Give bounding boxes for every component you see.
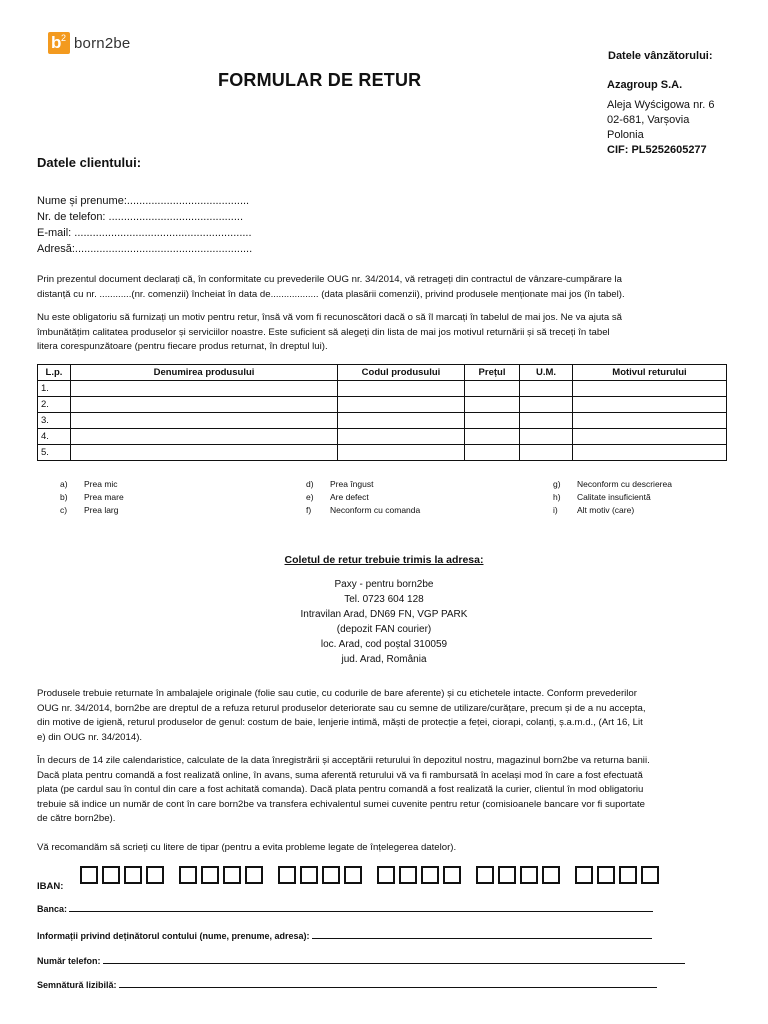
phone-number-field[interactable]: Număr telefon: [37, 956, 685, 966]
iban-box[interactable] [575, 866, 593, 884]
conditions-paragraph-2: În decurs de 14 zile calendaristice, calculate de la data înregistrării și acceptării returului în depozitul nostru, magazinul born2be va returna banii. Dacă plata pentru comandă a fost realizată online, în avans, suma aferentă returului vă va fi rambursată în același mod în care a fost efectuată plata (pe cardul sau în contul din care a fost achitată comanda). Dacă plata pentru comandă a fost realizată la curier, clientul în mod obligatoriu trebuie să indice un număr de cont în care born2be va transfera echivalentul sumei cuvenite pentru retur (comisioanele bancare vor fi suportate de către born2be). [37, 755, 650, 824]
iban-box[interactable] [245, 866, 263, 884]
table-row[interactable]: 4. [38, 429, 727, 445]
seller-company: Azagroup S.A. [607, 79, 683, 91]
iban-box[interactable] [344, 866, 362, 884]
shipping-address: Paxy - pentru born2be Tel. 0723 604 128 Intravilan Arad, DN69 FN, VGP PARK (depozit FAN courier) loc. Arad, cod poștal 310059 jud. Arad, România [300, 579, 468, 665]
iban-box[interactable] [597, 866, 615, 884]
form-title: FORMULAR DE RETUR [218, 70, 422, 90]
iban-box[interactable] [520, 866, 538, 884]
col-lp: L.p. [38, 365, 71, 381]
logo-mark: b 2 [48, 32, 70, 54]
iban-box[interactable] [201, 866, 219, 884]
iban-box[interactable] [542, 866, 560, 884]
iban-box[interactable] [278, 866, 296, 884]
reason-paragraph: Nu este obligatoriu să furnizați un motiv pentru retur, însă vă vom fi recunoscători dacă o să îl marcați în tabelul de mai jos. Ne va ajuta să îmbunătățim calitatea produselor și serviciilor noastre. Este suficient să alegeți din lista de mai jos motivul returnării și să treceți în tabel litera corespunzătoare (pentru fiecare produs returnat, în dreptul lui). [37, 312, 622, 352]
table-row[interactable]: 1. [38, 381, 727, 397]
iban-boxes[interactable] [80, 866, 659, 884]
reasons-column-2: d) Prea îngust e) Are defect f) Neconform cu comanda [306, 479, 421, 515]
print-advice: Vă recomandăm să scrieți cu litere de tipar (pentru a evita probleme legate de înțelegerea datelor). [37, 842, 457, 853]
table-row[interactable]: 3. [38, 413, 727, 429]
reasons-column-1: a) Prea mic b) Prea mare c) Prea larg [60, 479, 124, 515]
conditions-paragraph-1: Produsele trebuie returnate în ambalajele originale (folie sau cutie, cu codurile de bare aferente) și cu etichetele intacte. Conform prevederilor OUG nr. 34/2014, born2be are dreptul de a refuza returul produselor deteriorate sau cu semne de utilizare/curățare, precum și de a nu accepta, din motive de igienă, returul produselor de genul: costum de baie, lenjerie intimă, măști de protecție a feței, ciorapi, colanți, ș.a.m.d., (Art 16, Lit e) din OUG nr. 34/2014). [37, 688, 646, 743]
seller-address-line: 02-681, Varșovia [607, 114, 690, 126]
declaration-paragraph: Prin prezentul document declarați că, în conformitate cu prevederile OUG nr. 34/2014, vă retrageți din contractul de vânzare-cumpărare la distanță cu nr. ............(nr. comenzii) încheiat în data de.................. (data plasării comenzii), privind produsele menționate mai jos (în tabel). [37, 274, 625, 300]
account-holder-field[interactable]: Informații privind deținătorul contului (nume, prenume, adresa): [37, 931, 652, 941]
client-name-field[interactable]: Nume și prenume:........................................ [37, 195, 250, 207]
iban-box[interactable] [179, 866, 197, 884]
brand-logo [48, 30, 168, 56]
client-address-field[interactable]: Adresă:.......................................................... [37, 243, 253, 255]
signature-field[interactable]: Semnătură lizibilă: [37, 980, 657, 990]
reasons-column-3: g) Neconform cu descrierea h) Calitate insuficientă i) Alt motiv (care) [553, 479, 672, 515]
products-table [37, 364, 727, 461]
iban-box[interactable] [476, 866, 494, 884]
seller-address-line: Aleja Wyścigowa nr. 6 [607, 99, 715, 111]
client-email-field[interactable]: E-mail: .......................................................... [37, 227, 252, 239]
col-um: U.M. [520, 365, 573, 381]
client-fields [37, 193, 252, 257]
iban-box[interactable] [641, 866, 659, 884]
seller-address-line: Polonia [607, 129, 644, 141]
table-row[interactable]: 2. [38, 397, 727, 413]
seller-details [607, 78, 715, 158]
client-phone-field[interactable]: Nr. de telefon: ............................................ [37, 211, 244, 223]
iban-box[interactable] [498, 866, 516, 884]
iban-box[interactable] [399, 866, 417, 884]
iban-label: IBAN: [37, 881, 64, 892]
seller-cif: CIF: PL5252605277 [607, 144, 707, 156]
iban-box[interactable] [322, 866, 340, 884]
iban-box[interactable] [223, 866, 241, 884]
col-product-name: Denumirea produsului [71, 365, 338, 381]
bank-field[interactable]: Banca: [37, 904, 653, 914]
iban-box[interactable] [377, 866, 395, 884]
logo-text: born2be [74, 34, 131, 52]
shipping-heading: Coletul de retur trebuie trimis la adresa: [284, 554, 484, 566]
iban-box[interactable] [443, 866, 461, 884]
table-row[interactable]: 5. [38, 445, 727, 461]
iban-box[interactable] [421, 866, 439, 884]
col-price: Prețul [465, 365, 520, 381]
iban-box[interactable] [124, 866, 142, 884]
col-return-reason: Motivul returului [573, 365, 727, 381]
iban-box[interactable] [619, 866, 637, 884]
iban-box[interactable] [300, 866, 318, 884]
iban-box[interactable] [146, 866, 164, 884]
iban-box[interactable] [102, 866, 120, 884]
client-heading: Datele clientului: [37, 155, 142, 170]
iban-box[interactable] [80, 866, 98, 884]
col-product-code: Codul produsului [338, 365, 465, 381]
table-header-row [38, 365, 727, 381]
seller-heading: Datele vânzătorului: [608, 50, 713, 62]
